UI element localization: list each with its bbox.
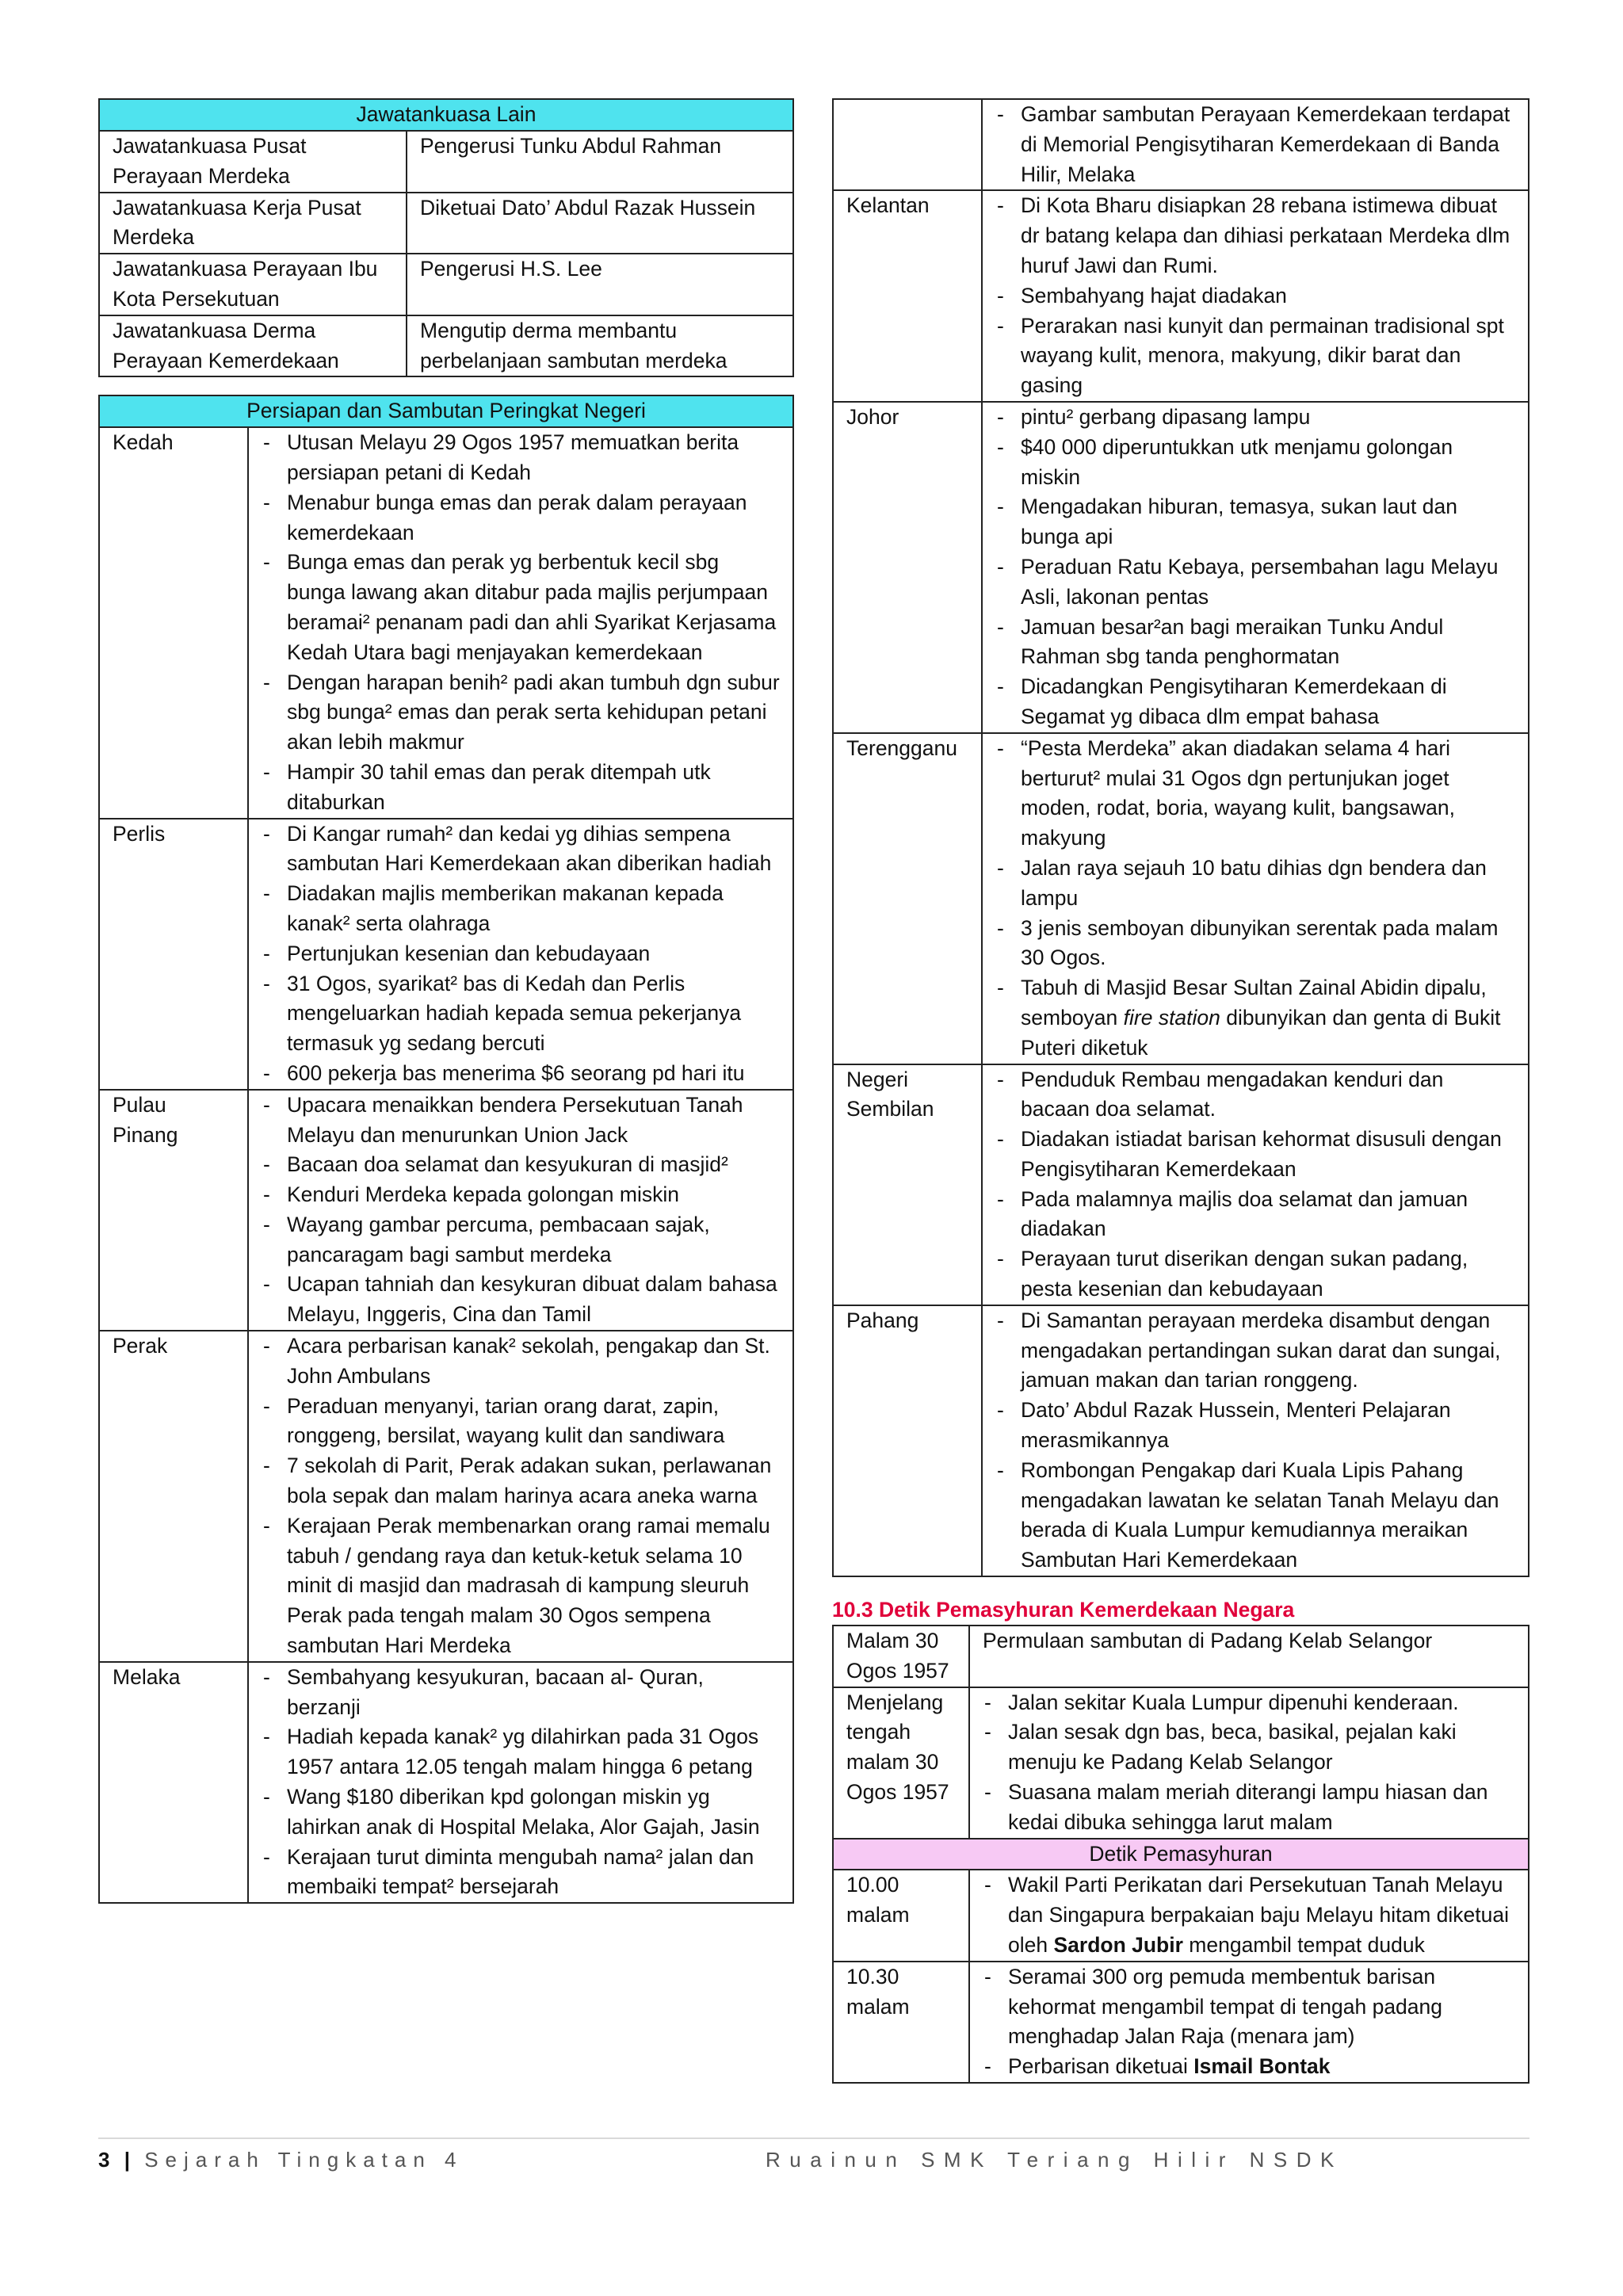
state-row-pulau-pinang [99,1090,793,1331]
state-label: Perak [99,1331,248,1662]
left-column [98,98,794,1904]
state-row-perak [99,1331,793,1662]
list-item: - Sembahyang hajat diadakan [995,281,1515,311]
list-item: - $40 000 diperuntukkan utk menjamu golongan miskin [995,433,1515,493]
table-title: Persiapan dan Sambutan Peringkat Negeri [99,395,793,427]
list-item: - Suasana malam meriah diterangi lampu hiasan dan kedai dibuka sehingga larut malam [983,1778,1515,1838]
bullet-list [262,1091,780,1330]
list-item: - Kerajaan Perak membenarkan orang ramai memalu tabuh / gendang raya dan ketuk-ketuk selama 10 minit di masjid dan madrasah di kampung sleuruh Perak pada tengah malam 30 Ogos sempena sambutan Hari Merdeka [262,1511,780,1661]
list-item: - Menabur bunga emas dan perak dalam perayaan kemerdekaan [262,488,780,548]
state-label: Terengganu [833,733,982,1064]
list-item: - Diadakan majlis memberikan makanan kepada kanak² serta olahraga [262,879,780,939]
list-item: - Di Kota Bharu disiapkan 28 rebana istimewa dibuat dr batang kelapa dan dihiasi perkataan Merdeka dlm huruf Jawi dan Rumi. [995,191,1515,281]
list-item: - Pada malamnya majlis doa selamat dan jamuan diadakan [995,1185,1515,1245]
state-label: Melaka [99,1662,248,1903]
list-item: - Seramai 300 org pemuda membentuk barisan kehormat mengambil tempat di tengah padang menghadap Jalan Raja (menara jam) [983,1962,1515,2052]
list-item: - Wayang gambar percuma, pembacaan sajak, pancaragam bagi sambut merdeka [262,1210,780,1270]
list-item: - Hampir 30 tahil emas dan perak ditempah utk ditaburkan [262,758,780,818]
list-item: - Penduduk Rembau mengadakan kenduri dan bacaan doa selamat. [995,1065,1515,1125]
list-item: - Perbarisan diketuai Ismail Bontak [983,2052,1515,2082]
state-label: Negeri Sembilan [833,1064,982,1305]
list-item: - Peraduan menyanyi, tarian orang darat, zapin, ronggeng, bersilat, wayang kulit dan sandiwara [262,1392,780,1452]
state-label: Perlis [99,819,248,1090]
list-item: - Dicadangkan Pengisytiharan Kemerdekaan di Segamat yg dibaca dlm empat bahasa [995,672,1515,732]
bullet-list [995,734,1515,1064]
time-label: 10.30 malam [833,1962,969,2083]
list-item: - Bacaan doa selamat dan kesyukuran di masjid² [262,1150,780,1180]
page-number: 3 [98,2148,112,2172]
list-item: - Acara perbarisan kanak² sekolah, pengakap dan St. John Ambulans [262,1331,780,1392]
event-desc: Permulaan sambutan di Padang Kelab Selangor [969,1626,1529,1687]
list-item: - Perarakan nasi kunyit dan permainan tradisional spt wayang kulit, menora, makyung, dikir barat dan gasing [995,311,1515,401]
list-item: - Utusan Melayu 29 Ogos 1957 memuatkan berita persiapan petani di Kedah [262,428,780,488]
list-item: - Jalan raya sejauh 10 batu dihias dgn bendera dan lampu [995,854,1515,914]
list-item: - Tabuh di Masjid Besar Sultan Zainal Abidin dipalu, semboyan fire station dibunyikan dan genta di Bukit Puteri diketuk [995,973,1515,1063]
state-row-melaka-continued [833,99,1529,190]
state-row-terengganu [833,733,1529,1064]
list-item: - Jalan sekitar Kuala Lumpur dipenuhi kenderaan. [983,1688,1515,1718]
negeri-table-left [98,395,794,1904]
bold-name: Ismail Bontak [1193,2054,1331,2079]
table-row [833,1962,1529,2083]
right-column [832,98,1529,2084]
bullet-list [983,1870,1515,1960]
list-item: - Hadiah kepada kanak² yg dilahirkan pada 31 Ogos 1957 antara 12.05 tengah malam hingga 6 petang [262,1722,780,1782]
list-item: - Wakil Parti Perikatan dari Persekutuan Tanah Melayu dan Singapura berpakaian baju Melayu hitam diketuai oleh Sardon Jubir mengambil tempat duduk [983,1870,1515,1960]
committee-desc: Pengerusi Tunku Abdul Rahman [407,131,793,193]
list-item: - Jamuan besar²an bagi meraikan Tunku Andul Rahman sbg tanda penghormatan [995,613,1515,673]
list-item: - Diadakan istiadat barisan kehormat disusuli dengan Pengisytiharan Kemerdekaan [995,1125,1515,1185]
list-item: - Peraduan Ratu Kebaya, persembahan lagu Melayu Asli, lakonan pentas [995,552,1515,613]
state-row-perlis [99,819,793,1090]
table-row [99,193,793,254]
committee-name: Jawatankuasa Kerja Pusat Merdeka [99,193,407,254]
bullet-list [262,428,780,817]
committee-desc: Mengutip derma membantu perbelanjaan sambutan merdeka [407,315,793,377]
table-row [833,1870,1529,1961]
state-row-kedah [99,427,793,818]
list-item: - Perayaan turut diserikan dengan sukan padang, pesta kesenian dan kebudayaan [995,1244,1515,1305]
state-label: Pulau Pinang [99,1090,248,1331]
jawatankuasa-lain-table [98,98,794,377]
bullet-list [983,1962,1515,2082]
table-row [99,315,793,377]
table-row [833,1687,1529,1839]
list-item: - 3 jenis semboyan dibunyikan serentak pada malam 30 Ogos. [995,914,1515,974]
list-item: - Di Samantan perayaan merdeka disambut dengan mengadakan pertandingan sukan darat dan sungai, jamuan makan dan tarian ronggeng. [995,1306,1515,1396]
list-item: - Wang $180 diberikan kpd golongan miskin yg lahirkan anak di Hospital Melaka, Alor Gajah, Jasin [262,1782,780,1843]
list-item: - Upacara menaikkan bendera Persekutuan Tanah Melayu dan menurunkan Union Jack [262,1091,780,1151]
negeri-table-right [832,98,1529,1577]
committee-desc: Diketuai Dato’ Abdul Razak Hussein [407,193,793,254]
section-heading: 10.3 Detik Pemasyhuran Kemerdekaan Negara [832,1598,1295,1622]
table-title: Jawatankuasa Lain [99,99,793,131]
list-item: - 31 Ogos, syarikat² bas di Kedah dan Perlis mengeluarkan hadiah kepada semua pekerjanya termasuk yg sedang bercuti [262,969,780,1059]
state-row-negeri-sembilan [833,1064,1529,1305]
list-item: - Di Kangar rumah² dan kedai yg dihias sempena sambutan Hari Kemerdekaan akan diberikan hadiah [262,819,780,880]
state-label: Pahang [833,1305,982,1576]
bullet-list [262,1331,780,1661]
list-item: - Jalan sesak dgn bas, beca, basikal, pejalan kaki menuju ke Padang Kelab Selangor [983,1717,1515,1778]
list-item: - Rombongan Pengakap dari Kuala Lipis Pahang mengadakan lawatan ke selatan Tanah Melayu dan berada di Kuala Lumpur kemudiannya meraikan Sambutan Hari Kemerdekaan [995,1456,1515,1576]
committee-name: Jawatankuasa Perayaan Ibu Kota Persekutuan [99,254,407,315]
state-row-kelantan [833,190,1529,402]
state-row-johor [833,402,1529,733]
bold-name: Sardon Jubir [1053,1933,1183,1958]
italic-term: fire station [1123,1005,1220,1030]
footer-separator: | [124,2148,132,2172]
list-item: - Sembahyang kesyukuran, bacaan al- Quran, berzanji [262,1663,780,1723]
state-label: Kelantan [833,190,982,402]
list-item: - Gambar sambutan Perayaan Kemerdekaan terdapat di Memorial Pengisytiharan Kemerdekaan di Banda Hilir, Melaka [995,100,1515,189]
list-item: - “Pesta Merdeka” akan diadakan selama 4 hari berturut² mulai 31 Ogos dgn pertunjukan joget moden, rodat, boria, wayang kulit, bangsawan, makyung [995,734,1515,854]
committee-name: Jawatankuasa Derma Perayaan Kemerdekaan [99,315,407,377]
list-item: - Pertunjukan kesenian dan kebudayaan [262,939,780,969]
list-item: - Ucapan tahniah dan kesykuran dibuat dalam bahasa Melayu, Inggeris, Cina dan Tamil [262,1270,780,1330]
table-subtitle: Detik Pemasyhuran [833,1839,1529,1870]
footer-subject: Sejarah Tingkatan 4 [144,2148,464,2172]
list-item: - Dato’ Abdul Razak Hussein, Menteri Pelajaran merasmikannya [995,1396,1515,1456]
list-item: - Dengan harapan benih² padi akan tumbuh dgn subur sbg bunga² emas dan perak serta kehidupan petani akan lebih makmur [262,668,780,758]
list-item: - pintu² gerbang dipasang lampu [995,403,1515,433]
list-item: - 7 sekolah di Parit, Perak adakan sukan, perlawanan bola sepak dan malam harinya acara aneka warna [262,1451,780,1511]
list-item: - Bunga emas dan perak yg berbentuk kecil sbg bunga lawang akan ditabur pada majlis perjumpaan beramai² penanam padi dan ahli Syarikat Kerjasama Kedah Utara bagi menjayakan kemerdekaan [262,548,780,667]
table-row [99,131,793,193]
detik-table [832,1625,1529,2084]
list-item: - Mengadakan hiburan, temasya, sukan laut dan bunga api [995,492,1515,552]
state-row-pahang [833,1305,1529,1576]
committee-name: Jawatankuasa Pusat Perayaan Merdeka [99,131,407,193]
table-row [99,254,793,315]
bullet-list [995,403,1515,732]
bullet-list [262,819,780,1089]
bullet-list [995,1306,1515,1576]
time-label: Menjelang tengah malam 30 Ogos 1957 [833,1687,969,1839]
committee-desc: Pengerusi H.S. Lee [407,254,793,315]
table-row [833,1626,1529,1687]
state-row-melaka [99,1662,793,1903]
bullet-list [995,100,1515,189]
state-label: Kedah [99,427,248,818]
time-label: Malam 30 Ogos 1957 [833,1626,969,1687]
state-label: Johor [833,402,982,733]
list-item: - Kerajaan turut diminta mengubah nama² jalan dan membaiki tempat² bersejarah [262,1843,780,1903]
time-label: 10.00 malam [833,1870,969,1961]
list-item: - Kenduri Merdeka kepada golongan miskin [262,1180,780,1210]
footer-left [98,2145,464,2174]
bullet-list [983,1688,1515,1838]
list-item: - 600 pekerja bas menerima $6 seorang pd hari itu [262,1059,780,1089]
bullet-list [262,1663,780,1902]
page-footer [98,2137,1529,2172]
footer-author: Ruainun SMK Teriang Hilir NSDK [766,2148,1343,2172]
bullet-list [995,191,1515,401]
bullet-list [995,1065,1515,1305]
